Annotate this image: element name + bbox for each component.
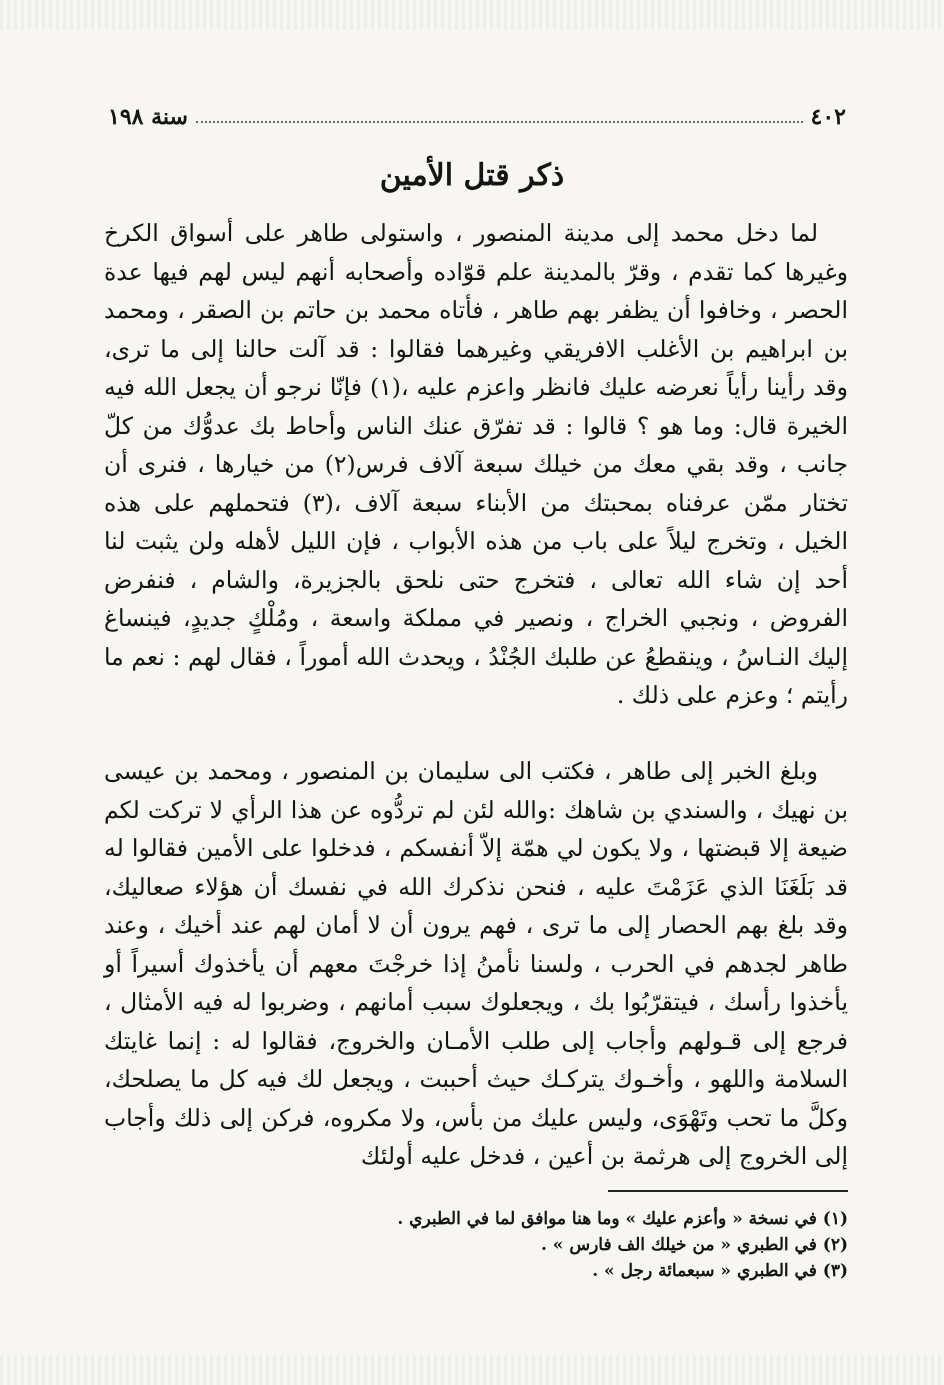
chapter-title: ذكر قتل الأمين [379,158,565,193]
year-label: سنة ١٩٨ [108,104,188,130]
footnote-3: (٣) في الطبري « سبعمائة رجل » . [592,1261,848,1281]
paragraph-2: وبلغ الخبر إلى طاهر ، فكتب الى سليمان بن المنصور ، ومحمد بن عيسى بن نهيك ، والسندي بن شاهك :والله لئن لم تردُّوه عن هذا الرأي لا تركت لكم ضيعة إلا قبضتها ، ولا يكون لي همّة إلاّ أنفسكم ، فدخلوا على الأمين فقالوا له قد بَلَغَنَا الذي عَزَمْتَ عليه ، فنحن نذكرك الله في نفسك أن هؤلاء صعاليك، وقد بلغ بهم الحصار إلى ما ترى ، فهم يرون أن لا أمان لهم عند أخيك ، وعند طاهر لجدهم في الحرب ، ولسنا نأمنُ إذا خرجْتَ معهم أن يأخذوك أسيراً أو يأخذوا رأسك ، فيتقرّبُوا بك ، ويجعلوك سبب أمانهم ، وضربوا له فيه الأمثال ، فرجع إلى قـولهم وأجاب إلى طلب الأمـان والخروج، فقالوا له : إنما غايتك السلامة واللهو ، وأخـوك يتركـك حيث أحببت ، ويجعل لك فيه كل ما يصلحك، وكلَّ ما تحب وتَهْوَى، وليس عليك من بأس، ولا مكروه، فركن إلى ذلك وأجاب إلى الخروج إلى هرثمة بن أعين ، فدخل عليه أولئك [104,757,848,1170]
footnotes [300,1206,848,1284]
scan-edge-top [0,0,944,30]
footnote-2: (٢) في الطبري « من خيلك الف فارس » . [540,1235,848,1255]
running-header [108,96,846,130]
scan-edge-bottom [0,1355,944,1385]
header-dotted-leader [196,121,803,123]
footnote-1: (١) في نسخة « وأعزم عليك » وما هنا موافق لما في الطبري . [397,1209,848,1229]
page-number: ٤٠٢ [810,104,846,130]
paragraph-block-1 [104,214,848,715]
footnote-separator [608,1190,848,1192]
paragraph-1: لما دخل محمد إلى مدينة المنصور ، واستولى طاهر على أسواق الكرخ وغيرها كما تقدم ، وقرّ بالمدينة علم قوّاده وأصحابه أنهم ليس لهم فيها عدة الحصر ، وخافوا أن يظفر بهم طاهر ، فأتاه محمد بن حاتم بن الصقر ، ومحمد بن ابراهيم بن الأغلب الافريقي وغيرهما فقالوا : قد آلت حالنا إلى ما ترى، وقد رأينا رأياً نعرضه عليك فانظر واعزم عليه ،(١) فإنّا نرجو أن يجعل الله فيه الخيرة قال: وما هو ؟ قالوا : قد تفرّق عنك الناس وأحاط بك عدوُّك من كلّ جانب ، وقد بقي معك من خيلك سبعة آلاف فرس(٢) من خيارها ، فنرى أن تختار ممّن عرفناه بمحبتك من الأبناء سبعة آلاف ،(٣) فتحملهم على هذه الخيل ، وتخرج ليلاً على باب من هذه الأبواب ، فإن الليل لأهله ولن يثبت لنا أحد إن شاء الله تعالى ، فتخرج حتى نلحق بالجزيرة، والشام ، فنفرض الفروض ، ونجبي الخراج ، ونصير في مملكة واسعة ، ومُلْكٍ جديدٍ، فينساغ إليك النـاسُ ، وينقطعُ عن طلبك الجُنْدُ ، ويحدث الله أموراً ، فقال لهم : نعم ما رأيتم ؛ وعزم على ذلك . [104,219,849,709]
paragraph-block-2 [104,752,848,1176]
